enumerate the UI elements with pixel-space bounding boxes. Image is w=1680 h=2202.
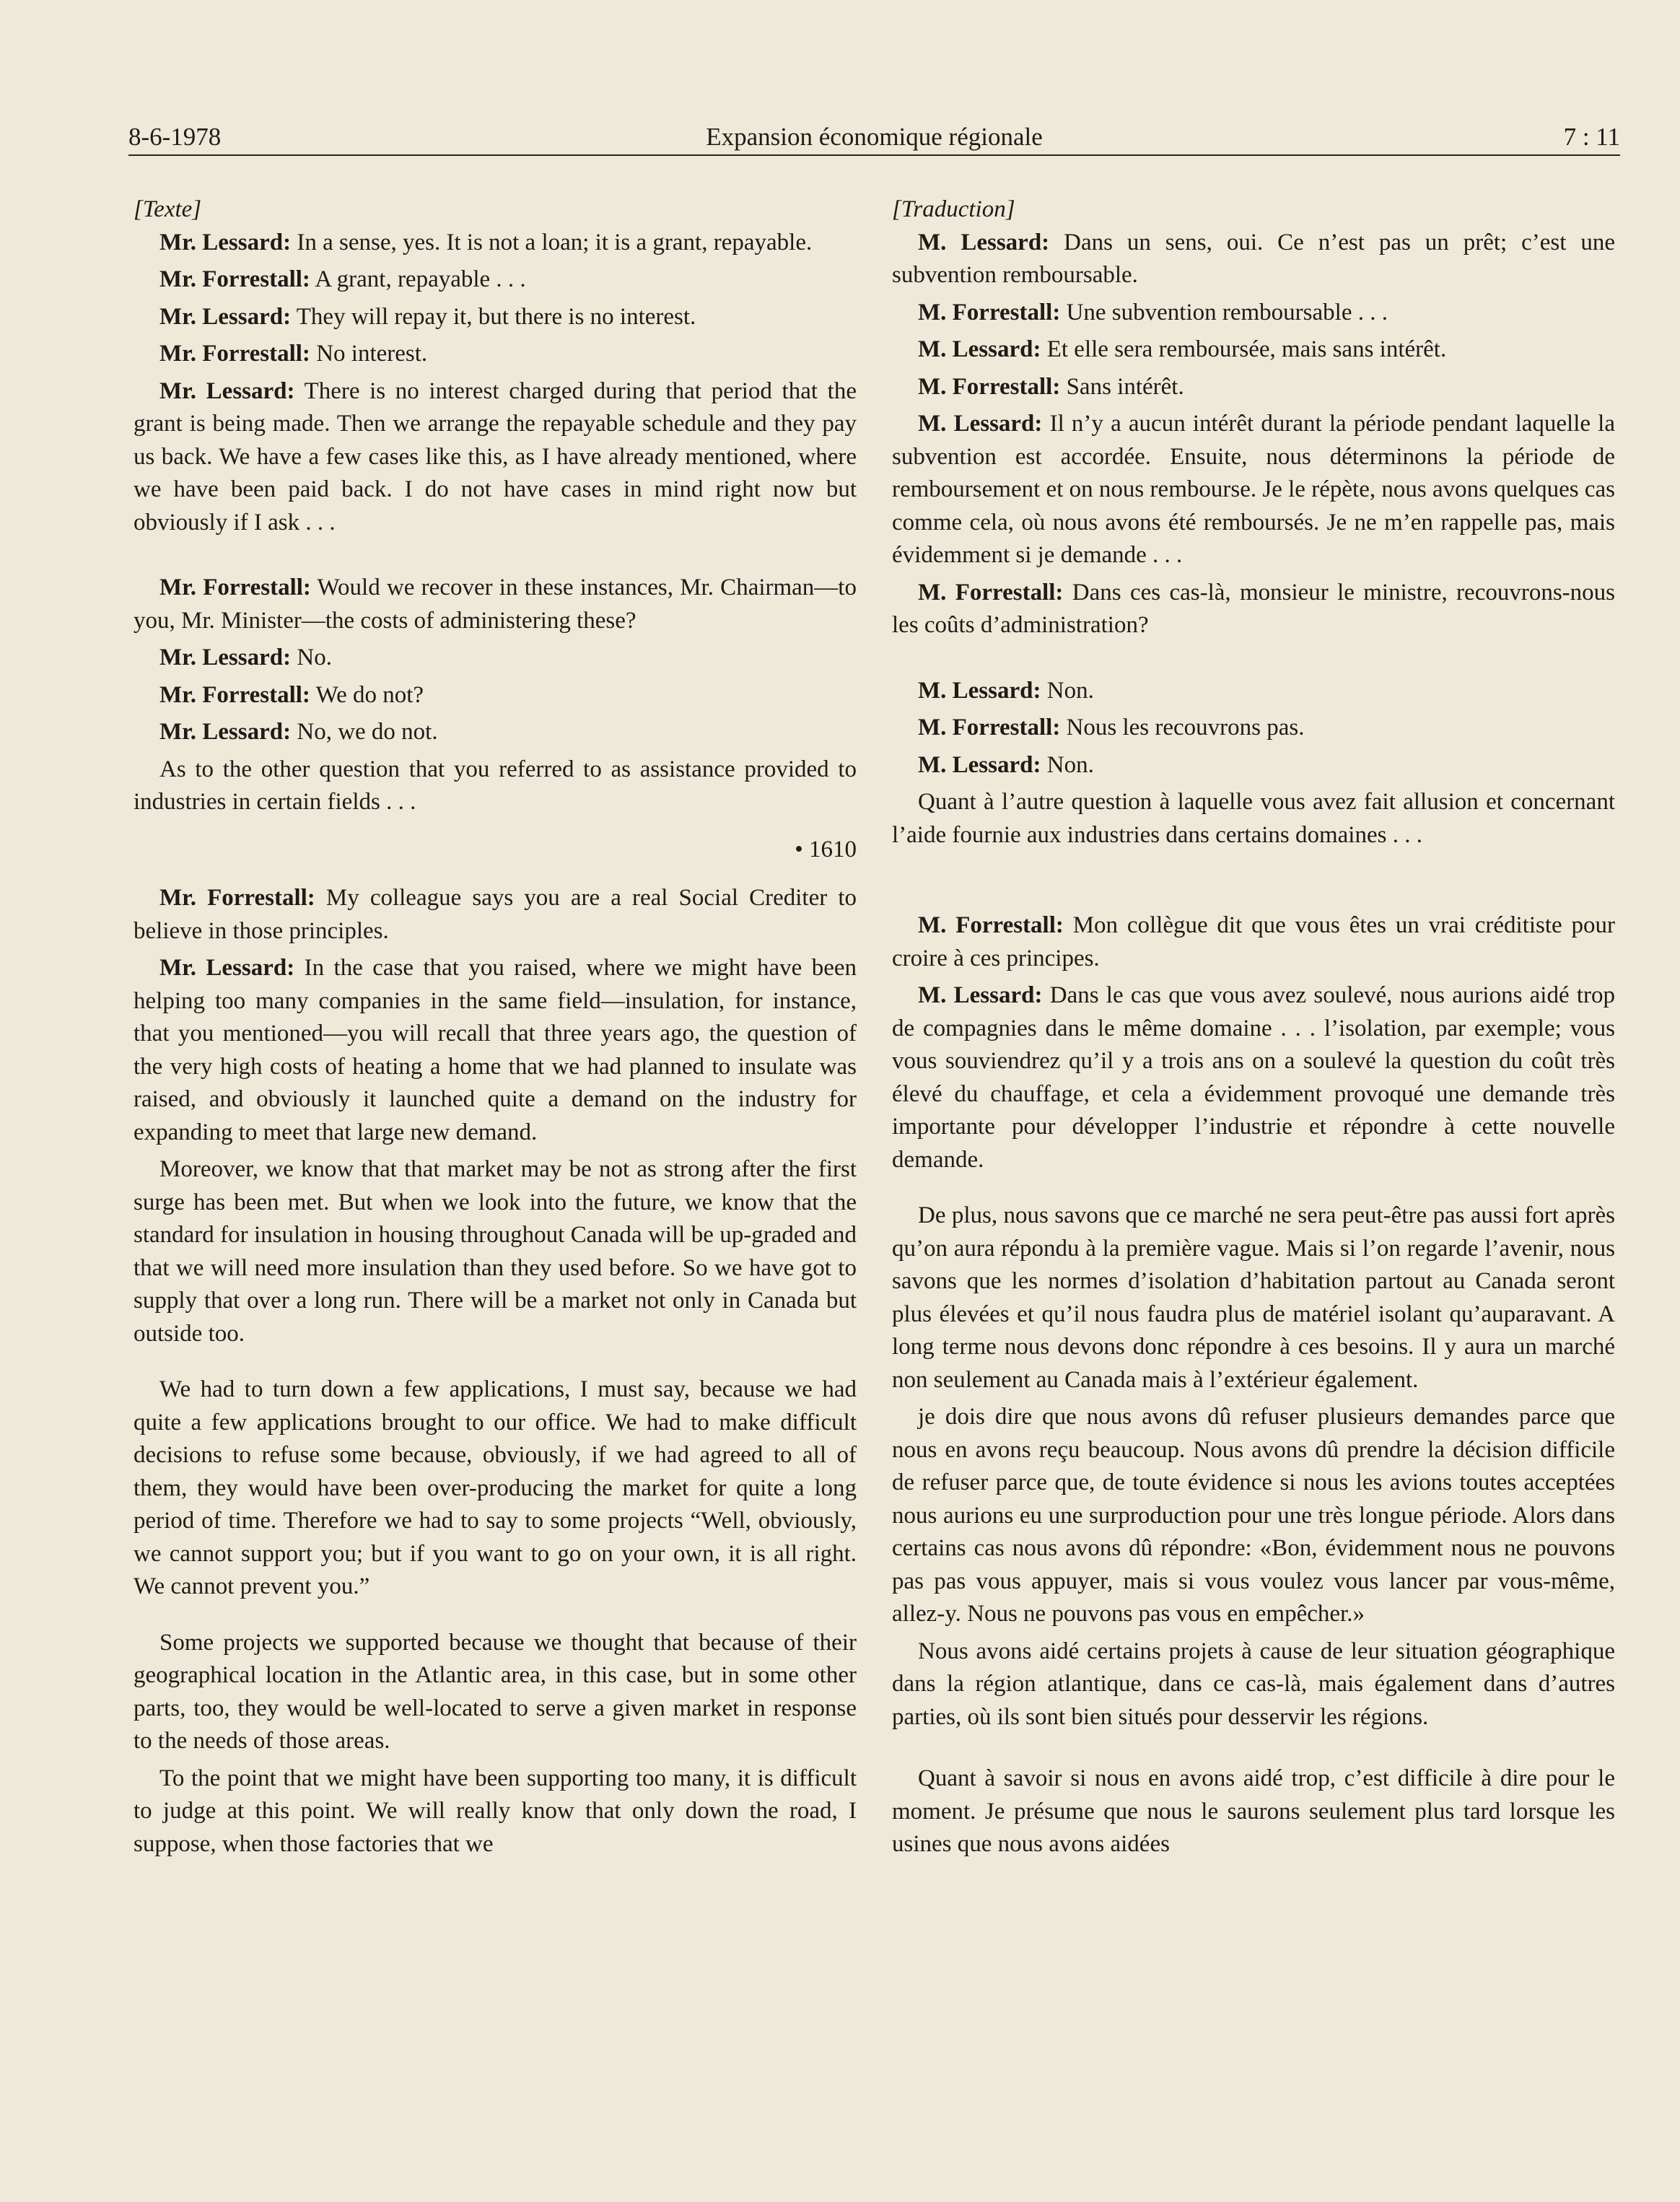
paragraph-text: As to the other question that you referred to as assistance provided to industries in certain fields . . .: [134, 756, 857, 815]
paragraph-text: je dois dire que nous avons dû refuser plusieurs demandes parce que nous en avons reçu beaucoup. Nous avons dû prendre la décision difficile de refuser parce que, de toute évidence si nous les avions toutes acceptées nous aurions eu une surproduction pour une très longue période. Alors dans certains cas nous avons dû répondre: «Bon, évidemment nous ne pouvons pas pas vous appuyer, mais si vous voulez vous lancer par vous-même, allez-y. Nous ne pouvons pas vous en empêcher.»: [892, 1404, 1615, 1627]
paragraph: [134, 952, 857, 1149]
paragraph: [134, 301, 857, 334]
paragraph-text: Quant à savoir si nous en avons aidé trop, c’est difficile à dire pour le moment. Je présume que nous le saurons seulement plus tard lorsque les usines que nous avons aidées: [892, 1765, 1615, 1857]
paragraph-text: Nous les recouvrons pas.: [1066, 715, 1305, 740]
paragraph-text: Nous avons aidé certains projets à cause de leur situation géographique dans la région atlantique, dans ce cas-là, mais également dans d’autres parties, où ils sont bien situés pour desservir les régions.: [892, 1638, 1615, 1730]
french-column: [892, 193, 1615, 1861]
speaker-name: M. Lessard:: [918, 336, 1041, 362]
paragraph: [892, 227, 1615, 292]
speaker-name: M. Lessard:: [918, 677, 1041, 704]
paragraph-text: Une subvention remboursable . . .: [1066, 299, 1388, 326]
paragraph: [892, 333, 1615, 367]
paragraph-text: Dans ces cas-là, monsieur le ministre, recouvrons-nous les coûts d’administration?: [892, 579, 1616, 638]
paragraph-text: In a sense, yes. It is not a loan; it is a grant, repayable.: [297, 229, 813, 255]
paragraph: [892, 1200, 1615, 1397]
paragraph-text: A grant, repayable . . .: [315, 266, 526, 292]
paragraph: [134, 882, 857, 948]
paragraph: [134, 375, 857, 540]
speaker-name: M. Lessard:: [918, 229, 1050, 255]
time-marker: • 1610: [795, 836, 857, 862]
paragraph: [134, 1762, 857, 1861]
paragraph: [134, 1153, 857, 1350]
speaker-name: Mr. Lessard:: [159, 377, 295, 404]
speaker-name: Mr. Lessard:: [159, 955, 295, 981]
paragraph: [892, 979, 1615, 1176]
paragraph-text: We had to turn down a few applications, I must say, because we had quite a few applications brought to our office. We had to make difficult decisions to refuse some because, obviously, if we had agreed to all of them, they would have been over-producing the market for quite a long period of time. Therefore we had to say to some projects “Well, obviously, we cannot support you; but if you want to go on your own, it is all right. We cannot prevent you.”: [134, 1376, 857, 1599]
paragraph: [892, 749, 1615, 782]
paragraph: [134, 1373, 857, 1604]
speaker-name: M. Forrestall:: [918, 373, 1061, 400]
speaker-name: Mr. Forrestall:: [159, 266, 310, 292]
paragraph: [134, 679, 857, 712]
paragraph-text: Moreover, we know that that market may be not as strong after the first surge has been met. But when we look into the future, we know that the standard for insulation in housing throughout Canada will be up-graded and that we will need more insulation than they used before. So we have got to supply that over a long run. There will be a market not only in Canada but outside too.: [134, 1156, 857, 1347]
speaker-name: Mr. Lessard:: [159, 303, 292, 330]
speaker-name: M. Forrestall:: [918, 715, 1061, 740]
speaker-name: Mr. Lessard:: [159, 719, 292, 745]
speaker-name: M. Lessard:: [918, 411, 1043, 437]
paragraph-text: Quant à l’autre question à laquelle vous avez fait allusion et concernant l’aide fournie aux industries dans certains domaines . . .: [892, 789, 1615, 848]
paragraph-text: In the case that you raised, where we might have been helping too many companies in the same field—insulation, for instance, that you mentioned—you will recall that three years ago, the question of the very high costs of heating a home that we had planned to insulate was raised, and obviously it launched quite a demand on the industry for expanding to meet that large new demand.: [134, 955, 857, 1145]
paragraph-gap: [134, 539, 857, 572]
speaker-name: Mr. Forrestall:: [159, 885, 315, 911]
speaker-name: Mr. Forrestall:: [159, 341, 310, 367]
header-date: 8-6-1978: [128, 123, 222, 151]
paragraph: [134, 338, 857, 371]
paragraph: [892, 371, 1615, 404]
paragraph: [892, 1762, 1615, 1861]
paragraph-text: My colleague says you are a real Social Crediter to believe in those principles.: [134, 885, 857, 944]
paragraph-text: Some projects we supported because we thought that because of their geographical location in the Atlantic area, in this case, but in some other parts, too, they would be well-located to serve a given market in response to the needs of those areas.: [134, 1629, 857, 1754]
paragraph-text: No.: [297, 645, 332, 670]
speaker-name: M. Forrestall:: [918, 912, 1064, 938]
paragraph-text: There is no interest charged during that period that the grant is being made. Then we arrange the repayable schedule and they pay us back. We have a few cases like this, as I have already mentioned, where we have been paid back. I do not have cases in mind right now but obviously if I ask . . .: [134, 377, 857, 536]
paragraph: [892, 712, 1615, 745]
paragraph-text: Il n’y a aucun intérêt durant la période pendant laquelle la subvention est accordée. Ensuite, nous déterminons la période de remboursement et on nous rembourse. Je le répète, nous avons quelques cas comme cela, où nous avons été remboursés. Je ne m’en rappelle pas, mais évidemment si je demande . . .: [892, 411, 1615, 568]
english-column: [134, 193, 857, 1861]
speaker-name: Mr. Lessard:: [159, 645, 292, 670]
speaker-name: Mr. Lessard:: [159, 229, 292, 255]
paragraph-gap: [892, 852, 1615, 909]
language-tag: [Texte]: [134, 196, 202, 222]
paragraph: [892, 577, 1615, 642]
paragraph: [892, 1401, 1615, 1631]
speaker-name: M. Lessard:: [918, 751, 1041, 778]
paragraph: [892, 909, 1615, 975]
paragraph-text: We do not?: [315, 681, 424, 708]
speaker-name: M. Forrestall:: [918, 579, 1064, 606]
paragraph-text: No interest.: [316, 341, 428, 367]
paragraph: [892, 786, 1615, 852]
paragraph-text: No, we do not.: [297, 719, 438, 745]
paragraph: [134, 716, 857, 749]
paragraph-text: Dans un sens, oui. Ce n’est pas un prêt; c’est une subvention remboursable.: [892, 229, 1616, 288]
speaker-name: Mr. Forrestall:: [159, 681, 310, 708]
speaker-name: Mr. Forrestall:: [159, 574, 311, 600]
speaker-name: M. Forrestall:: [918, 299, 1061, 326]
paragraph-text: Dans le cas que vous avez soulevé, nous aurions aidé trop de compagnies dans le même domaine . . . l’isolation, par exemple; vous vous souviendrez qu’il y a trois ans on a soulevé la question du coût très élevé du chauffage, et cela a évidemment provoqué une demande très importante pour développer l’industrie et répondre à cette nouvelle demande.: [892, 982, 1616, 1173]
paragraph-text: Mon collègue dit que vous êtes un vrai créditiste pour croire à ces principes.: [892, 912, 1615, 971]
paragraph-text: De plus, nous savons que ce marché ne sera peut-être pas aussi fort après qu’on aura répondu à la première vague. Mais si l’on regarde l’avenir, nous savons que les normes d’isolation d’habitation partout au Canada seront plus élevées et qu’il nous faudra plus de matériel isolant qu’auparavant. A long terme nous devons donc répondre à ces besoins. Il y aura un marché non seulement au Canada mais à l’extérieur également.: [892, 1202, 1615, 1393]
header-rule: [128, 154, 1620, 156]
paragraph: [134, 227, 857, 260]
speaker-name: M. Lessard:: [918, 982, 1043, 1008]
paragraph: [892, 1635, 1615, 1734]
paragraph-text: Would we recover in these instances, Mr. Chairman—to you, Mr. Minister—the costs of administering these?: [134, 574, 857, 634]
paragraph: [134, 263, 857, 297]
paragraph: [134, 1627, 857, 1758]
paragraph: [892, 408, 1615, 572]
running-header: [128, 115, 1620, 159]
paragraph-text: Non.: [1046, 751, 1094, 778]
paragraph-gap: [892, 642, 1615, 675]
header-title: Expansion économique régionale: [706, 123, 1043, 151]
paragraph: [892, 675, 1615, 708]
paragraph: [134, 642, 857, 675]
paragraph-text: They will repay it, but there is no interest.: [296, 303, 696, 330]
paragraph-text: To the point that we might have been supporting too many, it is difficult to judge at this point. We will really know that only down the road, I suppose, when those factories that we: [134, 1765, 857, 1857]
header-page-number: 7 : 11: [1563, 123, 1620, 151]
paragraph-text: Sans intérêt.: [1066, 373, 1184, 400]
paragraph-text: Non.: [1046, 677, 1094, 704]
paragraph-text: Et elle sera remboursée, mais sans intérêt.: [1046, 336, 1447, 362]
language-tag: [Traduction]: [892, 196, 1015, 222]
paragraph: [134, 753, 857, 819]
paragraph: [134, 572, 857, 637]
paragraph: [892, 297, 1615, 330]
